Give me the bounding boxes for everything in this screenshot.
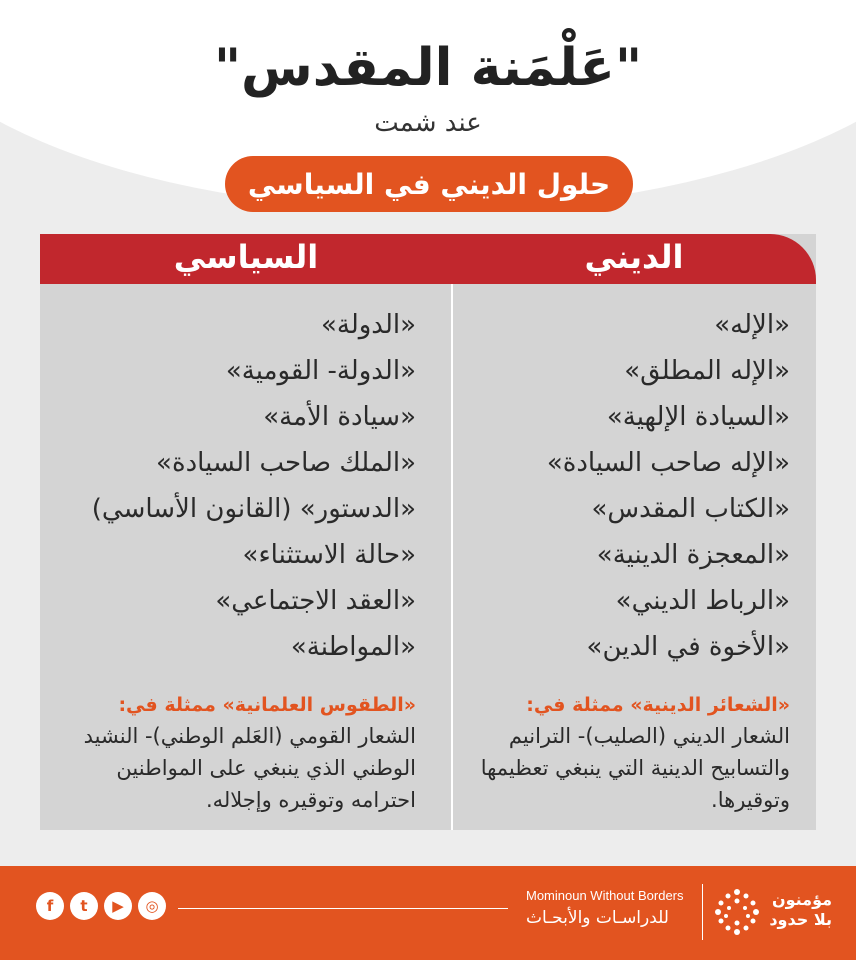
political-term: «سيادة الأمة» [263, 402, 416, 432]
social-links [36, 892, 166, 920]
political-term: «الملك صاحب السيادة» [156, 448, 416, 478]
comparison-table [40, 234, 816, 830]
column-divider [451, 284, 453, 830]
political-term: «العقد الاجتماعي» [215, 586, 416, 616]
brand-name-english: Mominoun Without Borders [526, 888, 684, 903]
logo-dots-icon [712, 886, 762, 938]
political-column [50, 302, 416, 816]
footer-separator [702, 884, 703, 940]
religious-column [460, 302, 790, 816]
page-title: "عَلْمَنة المقدس" [213, 38, 643, 98]
brand-tagline-arabic: للدراسـات والأبحـاث [526, 908, 669, 928]
instagram-icon[interactable]: ◎ [138, 892, 166, 920]
facebook-icon[interactable]: f [36, 892, 64, 920]
political-term: «حالة الاستثناء» [242, 540, 416, 570]
subtitle-pill: حلول الديني في السياسي [225, 156, 633, 212]
religious-term: «المعجزة الدينية» [596, 540, 790, 570]
religious-term: «الإله» [714, 310, 790, 340]
header-political: السياسي [173, 238, 319, 276]
twitter-icon[interactable]: t [70, 892, 98, 920]
table-header [40, 234, 816, 284]
religious-term: «الرباط الديني» [615, 586, 790, 616]
political-note-heading: «الطقوس العلمانية» ممثلة في: [118, 694, 416, 716]
religious-term: «الأخوة في الدين» [586, 632, 790, 662]
header-religious: الديني [584, 238, 684, 276]
footer-divider-line [178, 908, 508, 909]
religious-term: «الكتاب المقدس» [591, 494, 790, 524]
political-note-body: الشعار القومي (العَلم الوطني)- النشيد الوطني الذي ينبغي على المواطنين احترامه وتوقيره وإجلاله. [83, 724, 416, 812]
religious-note-heading: «الشعائر الدينية» ممثلة في: [526, 694, 790, 716]
religious-note-body: الشعار الديني (الصليب)- الترانيم والتسابيح الدينية التي ينبغي تعظيمها وتوقيرها. [480, 724, 790, 812]
religious-term: «الإله صاحب السيادة» [546, 448, 790, 478]
religious-term: «السيادة الإلهية» [606, 402, 790, 432]
footer-bar [0, 866, 856, 960]
political-term: «الدولة- القومية» [225, 356, 416, 386]
political-term: «الدولة» [320, 310, 416, 340]
author-name: عند شمت [374, 108, 482, 138]
brand-mark-line1: مؤمنون [771, 890, 832, 909]
brand-mark-line2: بلا حدود [769, 910, 832, 929]
brand-mark [768, 890, 832, 930]
youtube-icon[interactable]: ▶ [104, 892, 132, 920]
political-term: «المواطنة» [290, 632, 416, 662]
religious-term: «الإله المطلق» [624, 356, 790, 386]
political-term: «الدستور» (القانون الأساسي) [91, 494, 416, 524]
